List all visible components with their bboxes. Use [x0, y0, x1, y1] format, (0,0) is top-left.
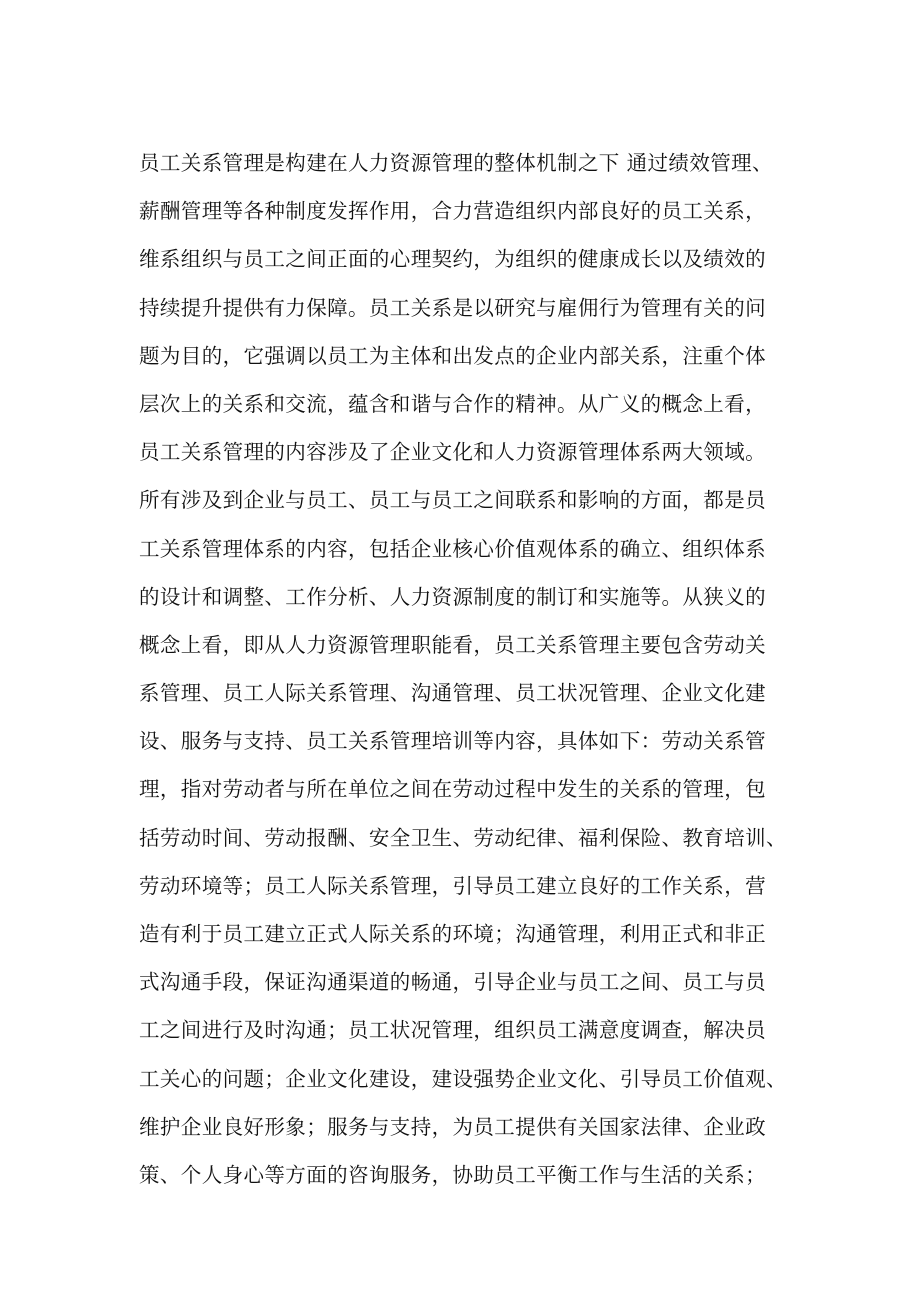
text-line-9: 工关系管理体系的内容，包括企业核心价值观体系的确立、组织体系 — [139, 536, 766, 561]
text-line-10: 的设计和调整、工作分析、人力资源制度的制订和实施等。从狭义的 — [139, 584, 766, 609]
text-line-5: 题为目的，它强调以员工为主体和出发点的企业内部关系，注重个体 — [139, 343, 766, 368]
text-line-18: 式沟通手段，保证沟通渠道的畅通，引导企业与员工之间、员工与员 — [139, 970, 766, 995]
text-line-4: 持续提升提供有力保障。员工关系是以研究与雇佣行为管理有关的问 — [139, 295, 766, 320]
text-line-1: 员工关系管理是构建在人力资源管理的整体机制之下 通过绩效管理、 — [139, 151, 773, 175]
text-line-17: 造有利于员工建立正式人际关系的环境；沟通管理，利用正式和非正 — [139, 922, 766, 946]
text-line-22: 策、个人身心等方面的咨询服务，协助员工平衡工作与生活的关系； — [139, 1162, 766, 1187]
body-paragraph — [139, 139, 804, 1199]
text-line-14: 理，指对劳动者与所在单位之间在劳动过程中发生的关系的管理，包 — [139, 777, 766, 802]
text-line-16: 劳动环境等；员工人际关系管理，引导员工建立良好的工作关系，营 — [139, 873, 766, 898]
text-line-21: 维护企业良好形象；服务与支持，为员工提供有关国家法律、企业政 — [139, 1114, 766, 1139]
text-line-13: 设、服务与支持、员工关系管理培训等内容，具体如下：劳动关系管 — [139, 729, 766, 754]
text-line-3: 维系组织与员工之间正面的心理契约，为组织的健康成长以及绩效的 — [139, 247, 766, 272]
text-line-12: 系管理、员工人际关系管理、沟通管理、员工状况管理、企业文化建 — [139, 681, 766, 706]
text-line-19: 工之间进行及时沟通；员工状况管理，组织员工满意度调查，解决员 — [139, 1018, 766, 1043]
text-line-15: 括劳动时间、劳动报酬、安全卫生、劳动纪律、福利保险、教育培训、 — [139, 825, 787, 850]
text-line-6: 层次上的关系和交流，蕴含和谐与合作的精神。从广义的概念上看， — [139, 391, 766, 416]
text-line-7: 员工关系管理的内容涉及了企业文化和人力资源管理体系两大领域。 — [139, 440, 766, 465]
text-line-20: 工关心的问题；企业文化建设，建设强势企业文化、引导员工价值观、 — [139, 1066, 787, 1091]
text-line-8: 所有涉及到企业与员工、员工与员工之间联系和影响的方面，都是员 — [139, 488, 766, 513]
text-line-11: 概念上看，即从人力资源管理职能看，员工关系管理主要包含劳动关 — [139, 632, 766, 657]
text-line-2: 薪酬管理等各种制度发挥作用，合力营造组织内部良好的员工关系， — [139, 199, 766, 224]
